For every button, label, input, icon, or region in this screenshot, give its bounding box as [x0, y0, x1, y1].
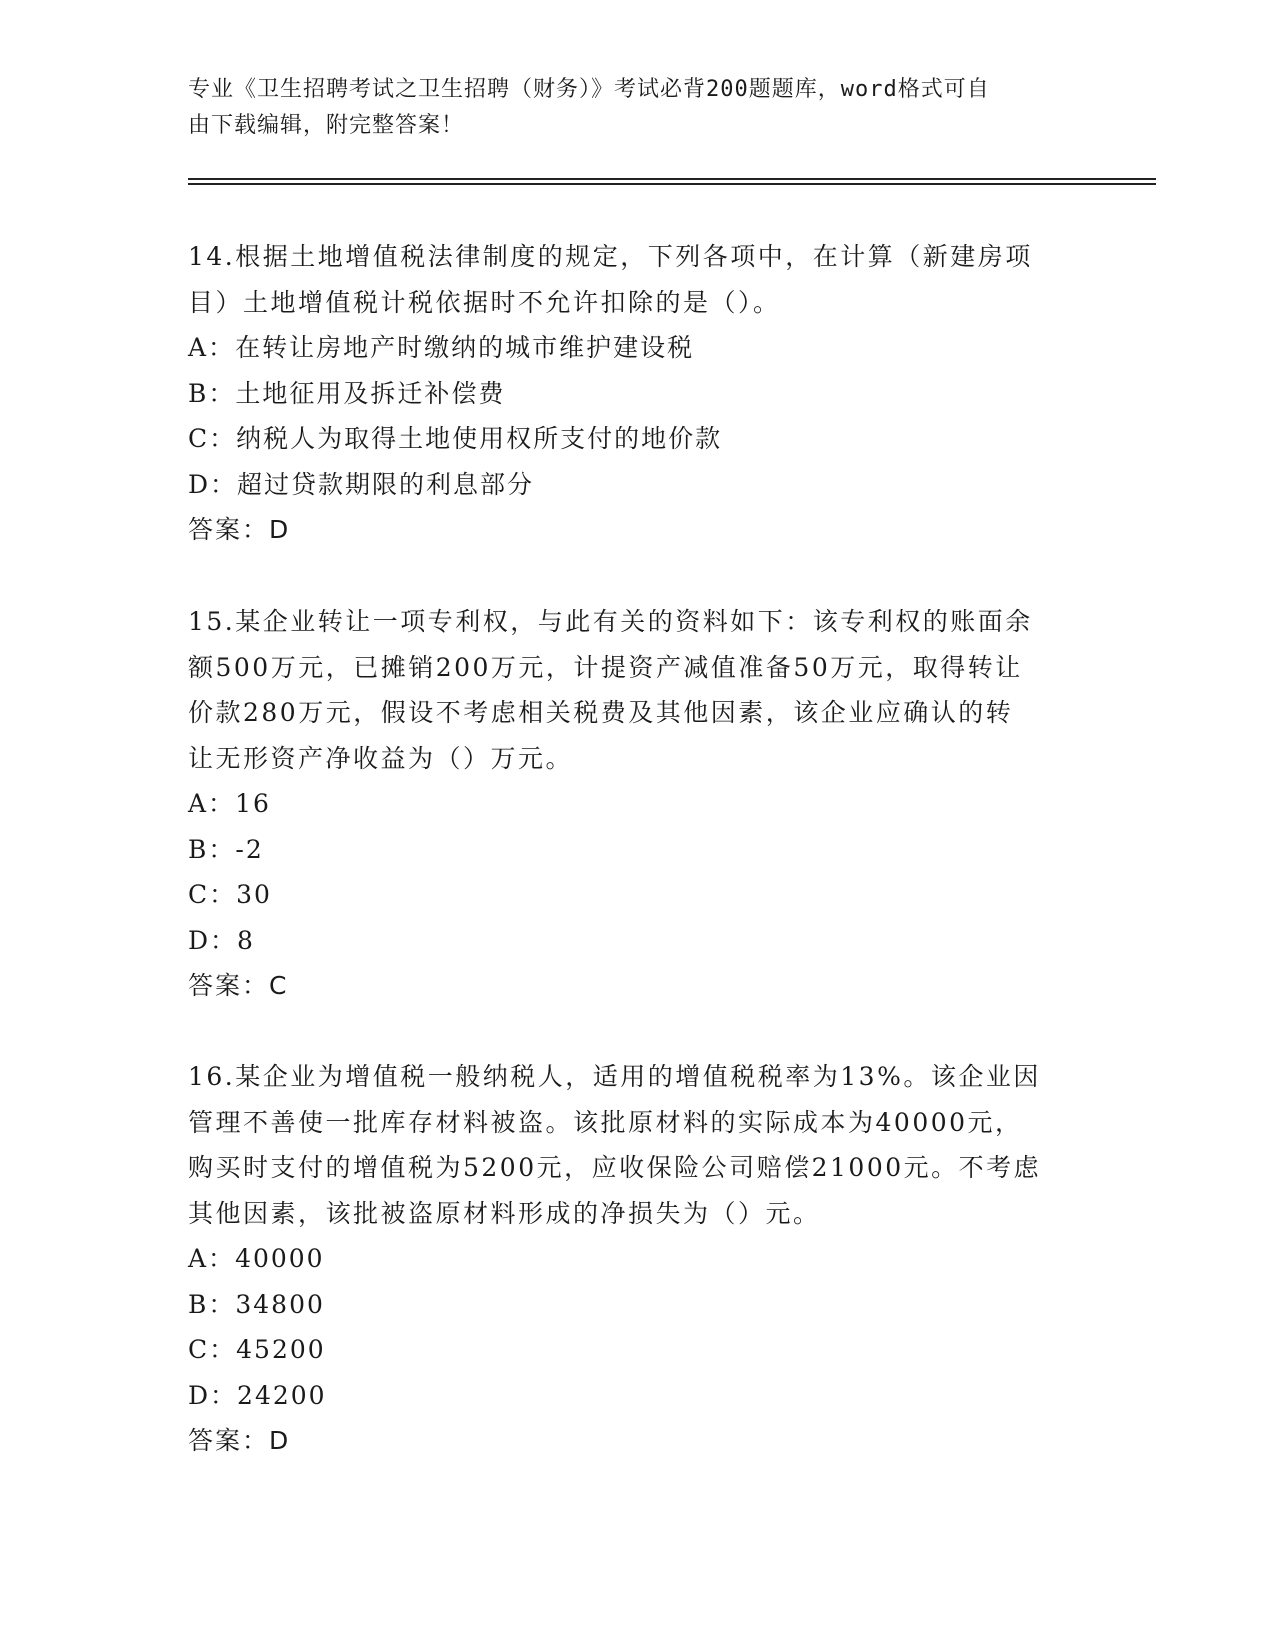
option-a — [188, 1236, 1088, 1282]
question-14 — [188, 234, 1088, 553]
option-d — [188, 1373, 1088, 1419]
option-letter: A： — [188, 789, 236, 818]
option-c — [188, 1327, 1088, 1373]
document-header — [188, 72, 1068, 144]
option-letter: A： — [188, 1244, 236, 1273]
answer-line: 答案：D — [188, 1426, 291, 1455]
question-stem-line: 购买时支付的增值税为5200元，应收保险公司赔偿21000元。不考虑 — [188, 1153, 1042, 1182]
option-text: 34800 — [235, 1289, 325, 1319]
option-c — [188, 416, 1088, 462]
question-stem-line: 目）土地增值税计税依据时不允许扣除的是（）。 — [188, 287, 781, 317]
answer-line: 答案：D — [188, 515, 291, 544]
question-15 — [188, 599, 1088, 1009]
option-letter: B： — [188, 834, 236, 864]
question-stem-line: 16.某企业为增值税一般纳税人，适用的增值税税率为13%。该企业因 — [188, 1062, 1041, 1091]
option-b — [188, 1282, 1088, 1328]
option-text: 24200 — [237, 1380, 327, 1410]
option-letter: B： — [188, 1289, 236, 1319]
answer-line: 答案：C — [188, 971, 289, 1000]
option-letter: D： — [188, 1380, 238, 1410]
header-divider-bottom — [188, 183, 1156, 185]
question-stem-line: 额500万元，已摊销200万元，计提资产减值准备50万元，取得转让 — [188, 652, 1023, 682]
option-text: 16 — [235, 789, 271, 818]
option-d — [188, 462, 1088, 508]
header-line-2: 由下载编辑，附完整答案！ — [188, 113, 465, 138]
question-16 — [188, 1054, 1088, 1464]
header-divider-top — [188, 178, 1156, 180]
option-text: 纳税人为取得土地使用权所支付的地价款 — [236, 424, 723, 453]
option-c — [188, 872, 1088, 918]
question-stem-line: 15.某企业转让一项专利权，与此有关的资料如下：该专利权的账面余 — [188, 607, 1033, 636]
option-text: 土地征用及拆迁补偿费 — [235, 378, 506, 408]
question-stem-line: 其他因素，该批被盗原材料形成的净损失为（）元。 — [188, 1198, 821, 1228]
option-b — [188, 827, 1088, 873]
question-stem-line: 价款280万元，假设不考虑相关税费及其他因素，该企业应确认的转 — [188, 698, 1014, 727]
option-letter: C： — [188, 1335, 237, 1364]
option-text: 超过贷款期限的利息部分 — [237, 469, 535, 499]
option-a — [188, 781, 1088, 827]
option-text: 8 — [237, 925, 255, 955]
option-text: 40000 — [235, 1244, 325, 1273]
option-text: 在转让房地产时缴纳的城市维护建设税 — [235, 333, 695, 362]
option-a — [188, 325, 1088, 371]
option-b — [188, 371, 1088, 417]
question-stem-line: 管理不善使一批库存材料被盗。该批原材料的实际成本为40000元， — [188, 1107, 1023, 1137]
option-letter: B： — [188, 378, 236, 408]
question-stem-line: 让无形资产净收益为（）万元。 — [188, 743, 574, 773]
option-letter: C： — [188, 880, 237, 909]
option-letter: D： — [188, 469, 238, 499]
option-letter: D： — [188, 925, 238, 955]
option-letter: A： — [188, 333, 236, 362]
option-text: 45200 — [236, 1335, 326, 1364]
question-stem-line: 14.根据土地增值税法律制度的规定，下列各项中，在计算（新建房项 — [188, 242, 1033, 271]
option-d — [188, 918, 1088, 964]
option-letter: C： — [188, 424, 237, 453]
option-text: 30 — [236, 880, 272, 909]
option-text: -2 — [235, 834, 264, 864]
header-line-1: 专业《卫生招聘考试之卫生招聘（财务）》考试必背200题题库，word格式可自 — [188, 77, 990, 102]
